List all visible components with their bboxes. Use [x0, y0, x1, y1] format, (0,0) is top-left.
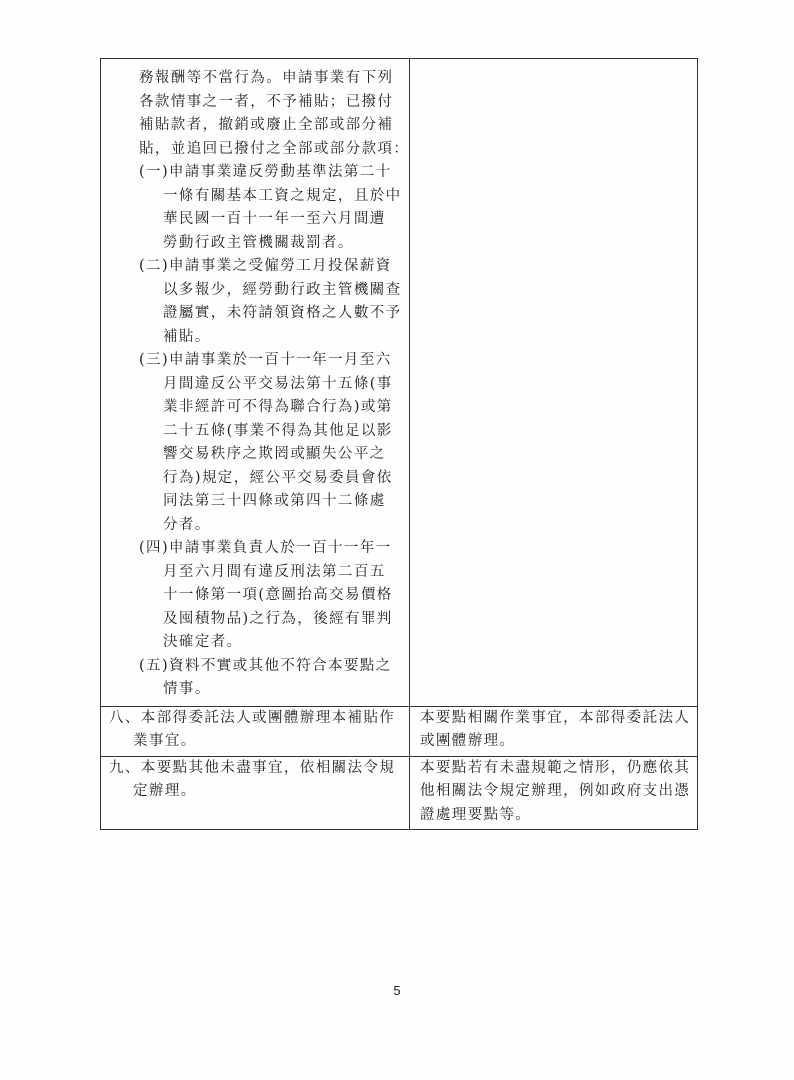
text-line: 九、本要點其他未盡事宜，依相關法令規 [109, 759, 396, 776]
text-line: 情事。 [139, 681, 211, 697]
text-line: 決確定者。 [139, 634, 243, 650]
text-line: 務報酬等不當行為。申請事業有下列 [139, 70, 394, 86]
text-line: 華民國一百十一年一至六月間遭 [139, 211, 386, 227]
provision-cell [101, 757, 410, 830]
text-line: 分者。 [139, 516, 211, 533]
comparison-table [100, 58, 698, 830]
text-line: 十一條第一項(意圖抬高交易價格 [139, 587, 393, 603]
text-line: 定辦理。 [109, 783, 197, 799]
text-line: 補貼款者，撤銷或廢止全部或部分補 [139, 117, 394, 133]
explanation-text [420, 757, 697, 828]
text-line: 業事宜。 [109, 733, 197, 749]
provision-cell [101, 59, 410, 706]
text-line: 業非經許可不得為聯合行為)或第 [139, 399, 393, 415]
provision-text [109, 757, 409, 804]
explanation-cell [410, 59, 697, 706]
text-line: 八、本部得委託法人或團體辦理本補貼作 [109, 709, 396, 726]
text-line: 本要點相關作業事宜，本部得委託法人 [420, 709, 691, 726]
text-line: (三)申請事業於一百十一年一月至六 [139, 352, 392, 368]
table-row [101, 706, 697, 756]
text-line: (一)申請事業違反勞動基準法第二十 [139, 164, 392, 180]
table-row [101, 756, 697, 830]
text-line: 行為)規定，經公平交易委員會依 [139, 469, 393, 486]
text-line: 響交易秩序之欺罔或顯失公平之 [139, 446, 386, 462]
text-line: 二十五條(事業不得為其他足以影 [139, 422, 393, 439]
explanation-text [420, 707, 697, 754]
text-line: 或團體辦理。 [420, 733, 516, 749]
text-line: 月間違反公平交易法第十五條(事 [139, 375, 393, 392]
text-line: 月至六月間有違反刑法第二百五 [139, 563, 386, 580]
text-line: 證處理要點等。 [420, 806, 532, 823]
text-line: 以多報少，經勞動行政主管機關查 [139, 281, 402, 298]
text-line: 及囤積物品)之行為，後經有罪判 [139, 610, 393, 627]
text-line: 同法第三十四條或第四十二條處 [139, 493, 386, 509]
text-line: 一條有關基本工資之規定，且於中 [139, 187, 402, 204]
text-line: 貼，並追回已撥付之全部或部分款項： [139, 140, 410, 157]
explanation-cell [410, 757, 697, 830]
text-line: 補貼。 [139, 328, 211, 345]
text-line: (二)申請事業之受僱勞工月投保薪資 [139, 258, 392, 274]
text-line: (四)申請事業負責人於一百十一年一 [139, 540, 392, 556]
table-row [101, 59, 697, 706]
provision-text [139, 67, 409, 702]
explanation-cell [410, 707, 697, 756]
page-number: 5 [393, 983, 401, 998]
text-line: 本要點若有未盡規範之情形，仍應依其 [420, 759, 691, 776]
text-line: 勞動行政主管機關裁罰者。 [139, 234, 354, 251]
text-line: 證屬實，未符請領資格之人數不予 [139, 305, 402, 321]
provision-text [109, 707, 409, 754]
provision-cell [101, 707, 410, 756]
text-line: 他相關法令規定辦理，例如政府支出憑 [420, 783, 691, 799]
text-line: 各款情事之一者，不予補貼；已撥付 [139, 93, 394, 110]
text-line: (五)資料不實或其他不符合本要點之 [139, 657, 392, 674]
